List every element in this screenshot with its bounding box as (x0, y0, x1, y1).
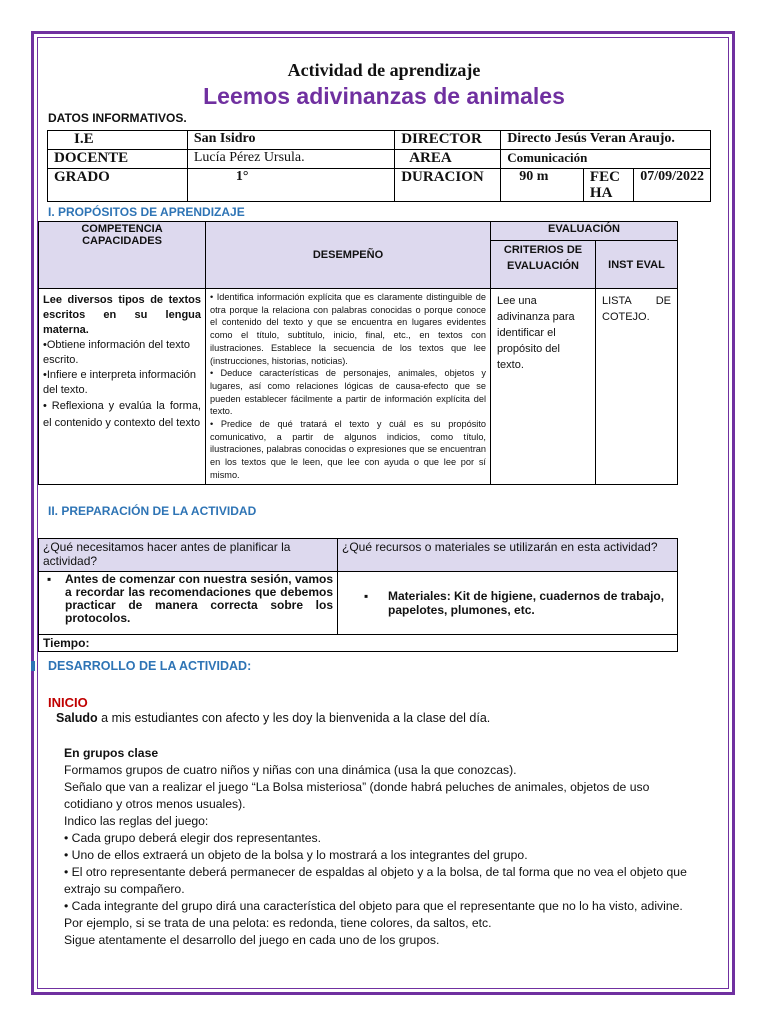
competencia-text: Lee diversos tipos de textos escritos en su lengua materna. (43, 294, 201, 336)
tiempo-row: Tiempo: (39, 635, 678, 652)
desempeno-item: • Identifica información explícita que es claramente distinguible de otra porque la relaciona con palabras conocidas o porque conoce el contenido del texto y que se encuentra en lugares evidentes como el título, subtítulo, inicio, final, etc., en textos con ilustraciones. Establece la secuencia de los textos que lee (instrucciones, historias, noticias). (210, 292, 486, 366)
body-line: • El otro representante deberá permanecer de espaldas al objeto y a la bolsa, de tal forma que no vea el objeto que extrajo su compañero. (64, 865, 687, 896)
inst-eval-cell: LISTA DE COTEJO. (596, 289, 678, 485)
duracion-value: 90 m (501, 169, 584, 202)
respuesta-antes: Antes de comenzar con nuestra sesión, vamos a recordar las recomendaciones que debemos practicar de manera correcta sobre los protocolos. (65, 572, 333, 625)
criterios-header: CRITERIOS DE EVALUACIÓN (491, 241, 596, 289)
capacidad-item: •Obtiene información del texto escrito. (43, 339, 190, 366)
respuesta-materiales-cell (338, 572, 678, 635)
area-label: AREA (395, 150, 501, 169)
grado-label: GRADO (48, 169, 188, 202)
body-line: • Cada grupo deberá elegir dos representantes. (64, 831, 321, 845)
body-line: Señalo que van a realizar el juego “La Bolsa misteriosa” (donde habrá peluches de animales, objetos de uso cotidiano y otros menos usuales). (64, 780, 650, 811)
body-line: Formamos grupos de cuatro niños y niñas con una dinámica (usa la que conozcas). (64, 763, 517, 777)
document-title: Actividad de aprendizaje (287, 60, 481, 80)
director-value: Directo Jesús Veran Araujo. (501, 131, 711, 150)
capacidad-item: •Infiere e interpreta información del texto. (43, 369, 197, 396)
section-preparacion-heading: II. PREPARACIÓN DE LA ACTIVIDAD (48, 504, 257, 518)
section-propositos-heading: I. PROPÓSITOS DE APRENDIZAJE (48, 205, 245, 219)
ie-value: San Isidro (187, 131, 394, 150)
competencia-cell (39, 289, 206, 485)
inst-eval-header: INST EVAL (596, 241, 678, 289)
respuesta-antes-cell (39, 572, 338, 635)
body-line: • Cada integrante del grupo dirá una característica del objeto para que el representante que no lo ha visto, adivine. (64, 899, 683, 913)
inicio-heading: INICIO (48, 695, 88, 710)
respuesta-materiales: Materiales: Kit de higiene, cuadernos de trabajo, papelotes, plumones, etc. (388, 589, 665, 617)
fecha-label: FEC HA (583, 169, 633, 202)
evaluacion-header: EVALUACIÓN (491, 222, 678, 241)
body-line: Por ejemplo, si se trata de una pelota: es redonda, tiene colores, da saltos, etc. (64, 916, 492, 930)
capacidad-item: • Reflexiona y evalúa la forma, el contenido y contexto del texto (43, 400, 201, 429)
duracion-label: DURACION (395, 169, 501, 202)
grupos-heading: En grupos clase (64, 746, 159, 760)
actividad-body (64, 762, 700, 949)
criterio-cell: Lee una adivinanza para identificar el propósito del texto. (491, 289, 596, 485)
competencia-header: COMPETENCIA CAPACIDADES (39, 222, 206, 289)
desempeno-item: • Predice de qué tratará el texto y cuál es su propósito comunicativo, a partir de algunos indicios, como título, ilustraciones, palabras conocidas o expresiones que se encuentran en los textos que le leen, que lee con ayuda o que lee por sí mismo. (210, 419, 486, 480)
pregunta-antes: ¿Qué necesitamos hacer antes de planificar la actividad? (39, 539, 338, 572)
section-desarrollo-heading: DESARROLLO DE LA ACTIVIDAD: (48, 659, 252, 673)
desempeno-header: DESEMPEÑO (206, 222, 491, 289)
body-line: Sigue atentamente el desarrollo del juego en cada uno de los grupos. (64, 933, 440, 947)
body-line: • Uno de ellos extraerá un objeto de la bolsa y lo mostrará a los integrantes del grupo. (64, 848, 528, 862)
propositos-table (38, 221, 678, 485)
preparacion-table (38, 538, 678, 652)
ie-label: I.E (48, 131, 188, 150)
bullet-icon: ▪ (47, 572, 52, 586)
fecha-value: 07/09/2022 (634, 169, 711, 202)
docente-value: Lucía Pérez Ursula. (187, 150, 394, 169)
bullet-icon: ▪ (364, 589, 369, 603)
grado-value: 1° (187, 169, 394, 202)
datos-informativos-label: DATOS INFORMATIVOS. (48, 111, 187, 125)
desempeno-item: • Deduce características de personajes, animales, objetos y lugares, así como relaciones lógicas de causa-efecto que se pueden establecer fácilmente a partir de información explícita del texto. (210, 368, 486, 417)
docente-label: DOCENTE (48, 150, 188, 169)
desempeno-cell (206, 289, 491, 485)
heading-marker (31, 661, 35, 671)
body-line: Indico las reglas del juego: (64, 814, 209, 828)
pregunta-recursos: ¿Qué recursos o materiales se utilizarán en esta actividad? (338, 539, 678, 572)
area-value: Comunicación (501, 150, 711, 169)
saludo-line: Saludo a mis estudiantes con afecto y les doy la bienvenida a la clase del día. (56, 711, 491, 725)
director-label: DIRECTOR (395, 131, 501, 150)
info-table (47, 130, 711, 202)
document-subtitle: Leemos adivinanzas de animales (203, 83, 565, 109)
